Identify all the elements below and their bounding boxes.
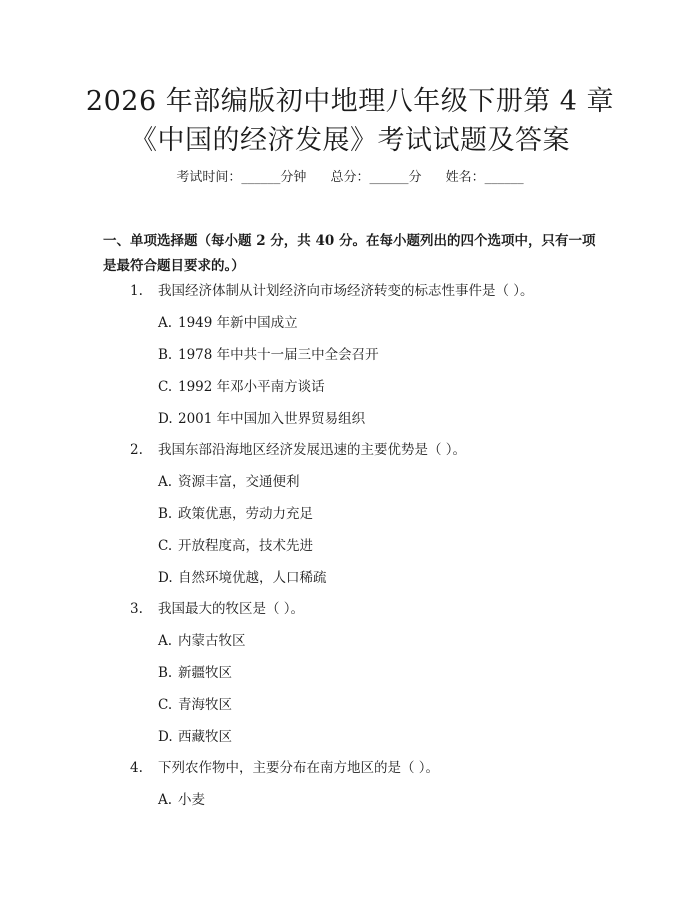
question-3-option-c xyxy=(158,695,232,715)
option-letter: A. xyxy=(158,633,173,649)
option-letter: D. xyxy=(158,570,173,586)
question-number: 1. xyxy=(130,283,143,299)
option-letter: B. xyxy=(158,347,173,363)
question-text: 我国东部沿海地区经济发展迅速的主要优势是（ ）。 xyxy=(158,442,467,458)
question-1-option-c xyxy=(158,377,325,397)
question-1-option-b xyxy=(158,345,379,365)
option-text: 1992 年邓小平南方谈话 xyxy=(178,379,325,395)
option-text: 小麦 xyxy=(178,792,205,808)
question-1-option-a xyxy=(158,313,298,333)
student-name-field: 姓名：______ xyxy=(445,170,524,185)
total-score-field: 总分：______分 xyxy=(330,170,422,185)
option-letter: B. xyxy=(158,506,173,522)
question-4-option-a xyxy=(158,790,205,810)
question-3 xyxy=(130,599,304,619)
option-text: 政策优惠，劳动力充足 xyxy=(178,506,313,522)
option-letter: C. xyxy=(158,697,173,713)
question-2-option-c xyxy=(158,536,313,556)
option-letter: D. xyxy=(158,729,173,745)
question-2-option-b xyxy=(158,504,313,524)
question-3-option-a xyxy=(158,631,246,651)
exam-time-field: 考试时间：______分钟 xyxy=(176,170,307,185)
question-1 xyxy=(130,281,534,301)
option-text: 新疆牧区 xyxy=(178,665,232,681)
option-text: 西藏牧区 xyxy=(178,729,232,745)
option-letter: D. xyxy=(158,411,173,427)
question-1-option-d xyxy=(158,409,365,429)
option-text: 资源丰富，交通便利 xyxy=(178,474,300,490)
exam-meta-row xyxy=(0,168,700,188)
question-4 xyxy=(130,758,439,778)
exam-title-line-2: 《中国的经济发展》考试试题及答案 xyxy=(130,125,570,156)
question-3-option-d xyxy=(158,727,232,747)
question-text: 我国最大的牧区是（ ）。 xyxy=(158,601,305,617)
question-number: 3. xyxy=(130,601,143,617)
option-letter: A. xyxy=(158,474,173,490)
question-number: 2. xyxy=(130,442,143,458)
question-number: 4. xyxy=(130,760,143,776)
option-text: 内蒙古牧区 xyxy=(178,633,246,649)
option-letter: B. xyxy=(158,665,173,681)
option-text: 青海牧区 xyxy=(178,697,232,713)
question-text: 我国经济体制从计划经济向市场经济转变的标志性事件是（ ）。 xyxy=(158,283,534,299)
question-2 xyxy=(130,440,466,460)
option-text: 2001 年中国加入世界贸易组织 xyxy=(178,411,366,427)
option-letter: A. xyxy=(158,315,173,331)
section-heading: 一、单项选择题（每小题 2 分，共 40 分。在每小题列出的四个选项中，只有一项是最符合题目要求的。） xyxy=(103,233,596,274)
option-text: 1978 年中共十一届三中全会召开 xyxy=(178,347,379,363)
option-letter: A. xyxy=(158,792,173,808)
question-3-option-b xyxy=(158,663,232,683)
question-2-option-a xyxy=(158,472,300,492)
option-letter: C. xyxy=(158,538,173,554)
exam-title-line-1: 2026 年部编版初中地理八年级下册第 4 章 xyxy=(85,86,615,117)
option-text: 开放程度高，技术先进 xyxy=(178,538,313,554)
question-2-option-d xyxy=(158,568,327,588)
option-text: 自然环境优越，人口稀疏 xyxy=(178,570,327,586)
option-text: 1949 年新中国成立 xyxy=(178,315,298,331)
option-letter: C. xyxy=(158,379,173,395)
question-text: 下列农作物中，主要分布在南方地区的是（ ）。 xyxy=(158,760,440,776)
